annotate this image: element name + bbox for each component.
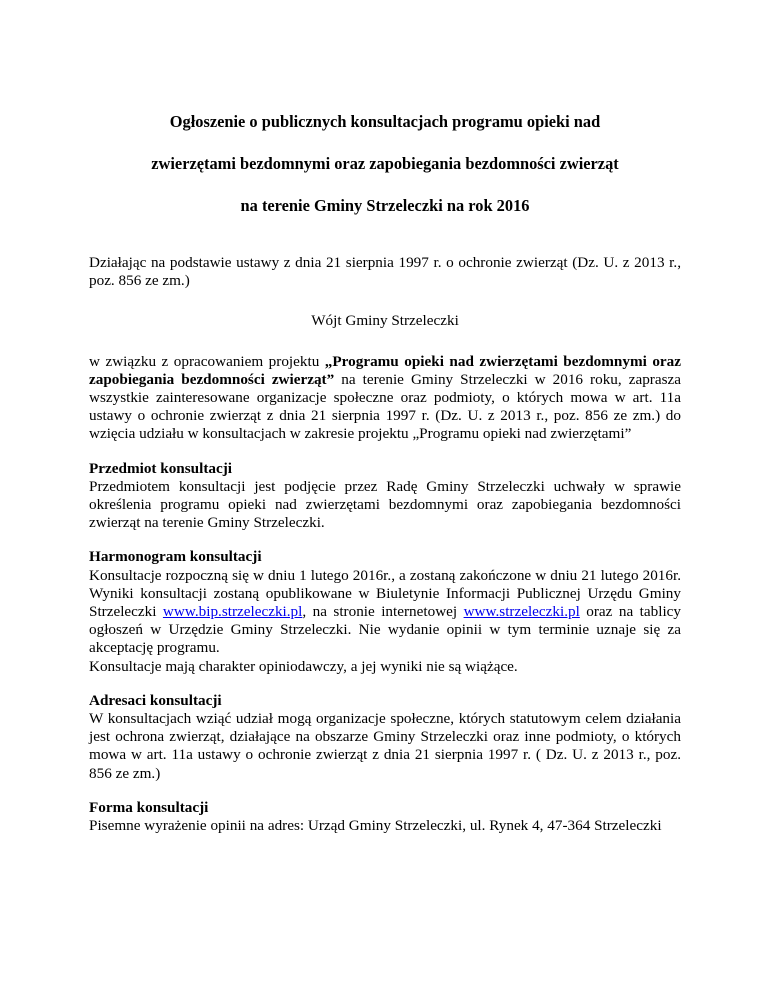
program-name-bold: „Programu opieki nad zwierzętami bezdomnymi oraz zapobiegania bezdomności zwierząt” <box>89 352 681 388</box>
invitation-text-before: w związku z opracowaniem projektu <box>89 352 325 370</box>
section-form-body: Pisemne wyrażenie opinii na adres: Urząd Gminy Strzeleczki, ul. Rynek 4, 47-364 Strzeleczki <box>89 817 662 835</box>
section-addressees-body: W konsultacjach wziąć udział mogą organizacje społeczne, których statutowym celem działania jest ochrona zwierząt, działające na obszarze Gminy Strzeleczki oraz inne podmioty, o których mowa w art. 11a ustawy o ochronie zwierząt z dnia 21 sierpnia 1997 r. ( Dz. U. z 2013 r., poz. 856 ze zm.) <box>89 710 681 782</box>
section-addressees-heading: Adresaci konsultacji <box>89 691 222 709</box>
section-addressees <box>89 692 681 783</box>
title-line-2: zwierzętami bezdomnymi oraz zapobiegania bezdomności zwierząt <box>151 154 619 173</box>
schedule-text-3: oraz na tablicy ogłoszeń w Urzędzie Gminy Strzeleczki. Nie wydanie opinii w tym terminie uznaje się za akceptację programu. <box>89 603 681 657</box>
section-subject-heading: Przedmiot konsultacji <box>89 459 232 477</box>
title-line-3: na terenie Gminy Strzeleczki na rok 2016 <box>240 196 530 215</box>
title-line-1: Ogłoszenie o publicznych konsultacjach programu opieki nad <box>169 112 601 131</box>
legal-basis-paragraph: Działając na podstawie ustawy z dnia 21 sierpnia 1997 r. o ochronie zwierząt (Dz. U. z 2013 r., poz. 856 ze zm.) <box>89 254 681 290</box>
authority-line: Wójt Gminy Strzeleczki <box>311 312 459 330</box>
schedule-note: Konsultacje mają charakter opiniodawczy, a jej wyniki nie są wiążące. <box>89 657 518 675</box>
bip-link[interactable]: www.bip.strzeleczki.pl <box>162 603 303 621</box>
invitation-paragraph <box>89 353 681 444</box>
section-schedule-body <box>89 567 681 658</box>
section-form-heading: Forma konsultacji <box>89 798 209 816</box>
website-link[interactable]: www.strzeleczki.pl <box>463 603 580 621</box>
section-subject <box>89 460 681 533</box>
schedule-text-1: Konsultacje rozpoczną się w dniu 1 lutego 2016r., a zostaną zakończone w dniu 21 lutego 2016r. Wyniki konsultacji zostaną opublikowane w Biuletynie Informacji Publicznej Urzędu Gminy Strzeleczki <box>89 566 681 621</box>
section-schedule-heading: Harmonogram konsultacji <box>89 548 262 566</box>
section-schedule <box>89 548 681 675</box>
section-subject-body: Przedmiotem konsultacji jest podjęcie przez Radę Gminy Strzeleczki uchwały w sprawie określenia programu opieki nad zwierzętami bezdomnymi oraz zapobiegania bezdomności zwierząt na terenie Gminy Strzeleczki. <box>89 477 681 532</box>
document-page <box>89 112 681 835</box>
section-form <box>89 799 681 835</box>
invitation-text-after: na terenie Gminy Strzeleczki w 2016 roku, zaprasza wszystkie zainteresowane organizacje społeczne oraz podmioty, o których mowa w art. 11a ustawy o ochronie zwierząt z dnia 21 sierpnia 1997 r. (Dz. U. z 2013 r., poz. 856 ze zm.) do wzięcia udziału w konsultacjach w zakresie projektu „Programu opieki nad zwierzętami” <box>89 370 681 443</box>
schedule-text-2: , na stronie internetowej <box>302 603 464 621</box>
